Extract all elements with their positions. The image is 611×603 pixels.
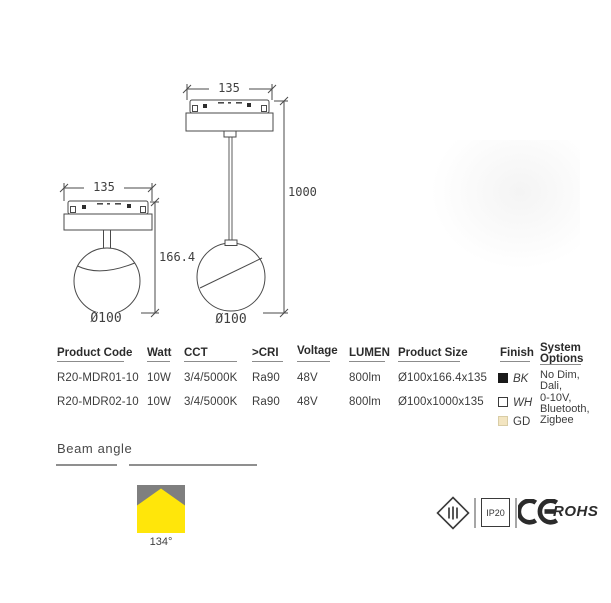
surface-diameter-dim: Ø100 <box>76 312 136 325</box>
col-header-finish: Finish <box>500 347 534 359</box>
row2-product-code: R20-MDR02-10 <box>57 396 139 408</box>
col-header-cri: >CRI <box>252 347 279 359</box>
rule-lumen <box>349 361 385 362</box>
cert-divider <box>515 498 517 528</box>
pendant-drawing <box>183 84 288 317</box>
row1-watt: 10W <box>147 372 171 384</box>
class-iii-icon <box>436 496 470 530</box>
row1-cri: Ra90 <box>252 372 280 384</box>
pendant-drop-dim: 1000 <box>288 185 317 199</box>
beam-divider-left <box>56 464 117 466</box>
ip20-icon <box>481 498 510 527</box>
row1-size: Ø100x166.4x135 <box>398 372 487 384</box>
beam-angle-title: Beam angle <box>57 441 133 456</box>
rule-product-size <box>398 361 460 362</box>
beam-divider-right <box>129 464 257 466</box>
beam-angle-value: 134° <box>149 536 173 548</box>
system-option: Zigbee <box>540 414 574 427</box>
col-header-lumen: LUMEN <box>349 347 390 359</box>
row1-product-code: R20-MDR01-10 <box>57 372 139 384</box>
finish-label-bk: BK <box>513 373 529 385</box>
col-header-watt: Watt <box>147 347 172 359</box>
surface-width-dim: 135 <box>84 181 124 194</box>
surface-mount-drawing <box>60 183 159 317</box>
system-options-list <box>540 370 590 426</box>
system-option: Dali, <box>540 380 563 393</box>
col-header-product-size: Product Size <box>398 347 468 359</box>
system-option: No Dim, <box>540 369 580 381</box>
row1-voltage: 48V <box>297 372 318 384</box>
system-option: 0-10V, <box>540 391 572 404</box>
surface-height-dim: 166.4 <box>159 250 196 264</box>
col-header-system-options: System Options <box>540 342 584 365</box>
rule-voltage <box>297 361 330 362</box>
rohs-mark: ROHS <box>553 503 599 520</box>
finish-label-gd: GD <box>513 416 531 428</box>
system-option: Bluetooth, <box>540 402 590 415</box>
rule-cri <box>252 361 283 362</box>
pendant-width-dim: 135 <box>209 82 249 95</box>
finish-label-wh: WH <box>513 397 533 409</box>
rule-product-code <box>57 361 124 362</box>
beam-angle-icon <box>137 485 185 533</box>
col-header-voltage: Voltage <box>297 345 338 357</box>
pendant-diameter-dim: Ø100 <box>201 313 261 326</box>
ip-rating-text: IP20 <box>486 507 505 518</box>
col-header-product-code: Product Code <box>57 347 133 359</box>
row2-size: Ø100x1000x135 <box>398 396 484 408</box>
row2-lumen: 800lm <box>349 396 381 408</box>
finish-swatch-gold <box>498 416 508 426</box>
rule-system-options <box>540 364 581 365</box>
row1-cct: 3/4/5000K <box>184 372 238 384</box>
row2-watt: 10W <box>147 396 171 408</box>
col-header-cct: CCT <box>184 347 208 359</box>
finish-swatch-white <box>498 397 508 407</box>
rule-cct <box>184 361 237 362</box>
finish-swatch-black <box>498 373 508 383</box>
row2-cct: 3/4/5000K <box>184 396 238 408</box>
rule-watt <box>147 361 170 362</box>
cert-divider <box>474 498 476 528</box>
row1-lumen: 800lm <box>349 372 381 384</box>
rule-finish <box>500 361 530 362</box>
row2-voltage: 48V <box>297 396 318 408</box>
row2-cri: Ra90 <box>252 396 280 408</box>
